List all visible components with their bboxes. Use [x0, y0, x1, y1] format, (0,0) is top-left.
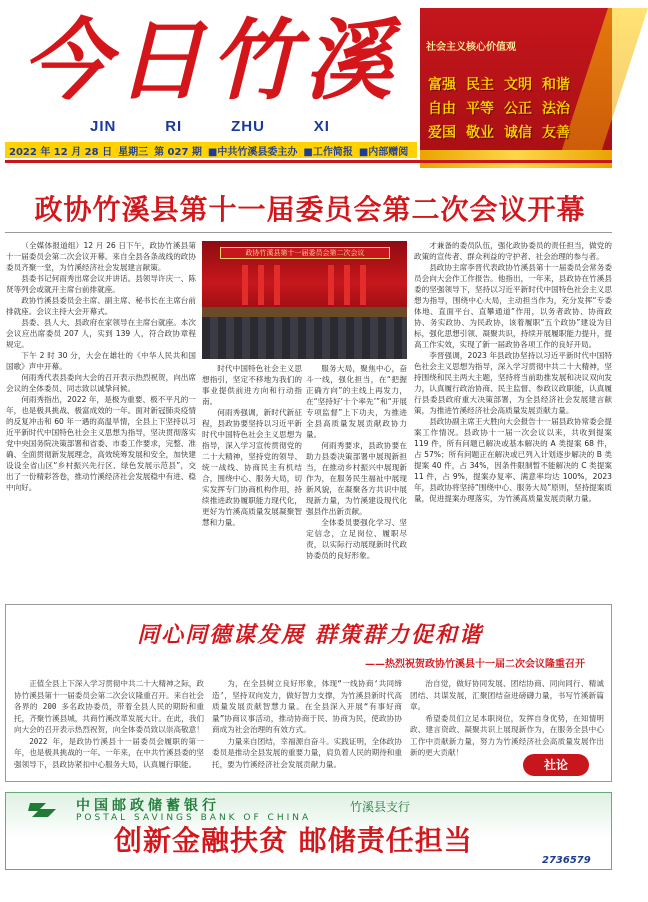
article-paragraph: 服务大局，聚焦中心，奋斗一线，强化担当，在“把握正确方向”的主线上再发力，在“坚持好‘十个率先’”和“开展专项监督”上下功夫，为推进全县高质量发展贡献政协力量。 — [306, 364, 407, 439]
pinyin-syllable: JIN — [90, 118, 117, 135]
article-paragraph: 何雨秀强调，新时代新征程，县政协要坚持以习近平新时代中国特色社会主义思想为指导，深入学习宣传贯彻党的二十大精神，坚持党的领导、统一战线、协商民主有机结合，围绕中心、服务大局，切实发挥专门协商机构作用，持续推进政协履职能力现代化，更好为竹溪高质量发展凝聚智慧和力量。 — [202, 408, 302, 527]
pinyin-syllable: RI — [165, 118, 183, 135]
editorial-paragraph: 2022 年，是政协竹溪县十一届委员会履职的第一年，也是极具挑战的一年。一年来，在中共竹溪县委的坚强领导下，县政协紧扣中心服务大局，认真履行职能。 — [14, 736, 204, 769]
article-paragraph: 县委、县人大、县政府在家领导在主席台就座。本次会议应出席委员 207 人，实到 139 人，符合政协章程规定。 — [6, 318, 196, 349]
issue-info-bar — [5, 142, 417, 158]
editorial-paragraph: 力量来自团结，幸福源自奋斗。实践证明，全体政协委员是推动全县发展的重要力量，肩负着人民的期待和重托，要为竹溪经济社会发展贡献力量。 — [212, 736, 402, 769]
issue-weekday: 星期三 — [118, 146, 149, 158]
core-value-word: 友善 — [542, 125, 570, 141]
stage-flag — [258, 265, 264, 305]
issue-date: 2022 年 12 月 28 日 — [9, 146, 113, 158]
core-value-word: 和谐 — [542, 77, 570, 93]
masthead — [0, 0, 620, 170]
core-value-word: 平等 — [466, 101, 494, 117]
pinyin-syllable: ZHU — [231, 118, 265, 135]
article-column-1 — [6, 240, 196, 598]
editorial-column-1 — [14, 678, 204, 778]
editorial-paragraph: 正值全县上下深入学习贯彻中共二十大精神之际，政协竹溪县第十一届委员会第二次会议隆重召开。来自社会各界的 200 多名政协委员，带着全县人民的期盼和重托，齐聚竹溪县城，共商竹溪改革发展大计。在此，我们向大会的召开表示热烈祝贺，向全体委员致以崇高敬意！ — [14, 679, 204, 734]
article-paragraph: 何雨秀要求，县政协要在助力县委决策部署中展现新担当，在推动乡村振兴中展现新作为，在服务民生福祉中展现新风貌，在凝聚各方共识中展现新力量，为竹溪建设现代化强县作出新贡献。 — [306, 441, 407, 516]
article-paragraph: 全体委员要强化学习、坚定信念，立足岗位、履职尽责，以实际行动展现新时代政协委员的良好形象。 — [306, 518, 407, 560]
core-value-word: 民主 — [466, 77, 494, 93]
core-values-title: 社会主义核心价值观 — [426, 42, 516, 53]
masthead-divider — [5, 160, 612, 163]
core-value-word: 法治 — [542, 101, 570, 117]
masthead-pinyin — [90, 118, 330, 136]
article-paragraph: 县政协主席李晋代表政协竹溪县第十一届委员会常务委员会向大会作工作报告。他指出，一年来，县政协在竹溪县委的坚强领导下，坚持以习近平新时代中国特色社会主义思想为指导，围绕中心大局，主动担当作为，充分发挥“专委体地、直面平台、直攀通道”作用，以务者政协、协商政协、务实政协、为民政协，该着履职“五个政协”建设为目标，强化思想引领、凝聚共识，持续开展履职能力提升，提高工作实效，实现了新一届政协各项工作的良好开局。 — [414, 263, 612, 349]
rostrum-table — [202, 307, 407, 317]
audience-seats — [202, 317, 407, 359]
pinyin-syllable: XI — [313, 118, 330, 135]
editorial-paragraph: 希望委员们立足本职岗位，发挥自身优势，在知情明政、建言资政、凝聚共识上展现新作为，在服务全县中心工作中贡献新力量，努力为竹溪经济社会高质量发展作出新的更大贡献！ — [410, 713, 604, 757]
editorial-paragraph: 为，在全县树立良好形象，体现“一线协商‘共同缔造’，坚持双向发力，做好智力支撑，为竹溪县新时代高质量发展贡献智慧力量。在全县深入开展“有事好商量”协商议事活动，推动协商于民、协商为民，使政协协商成为社会治理的有效方式。 — [212, 679, 402, 734]
stage-flag — [344, 265, 350, 305]
article-paragraph: 才兼备的委员队伍，强化政协委员的责任担当，做党的政策的宣传者、群众利益的守护者、社会治理的参与者。 — [414, 241, 612, 261]
bank-name: 中国邮政储蓄银行 — [76, 798, 220, 814]
core-value-word: 爱国 — [428, 125, 456, 141]
stage-flag — [242, 265, 248, 305]
editorial-column-3 — [410, 678, 604, 757]
article-column-4 — [414, 240, 612, 598]
article-column-2 — [202, 363, 302, 598]
bank-english-name: POSTAL SAVINGS BANK OF CHINA — [76, 813, 312, 823]
headline-divider — [5, 232, 612, 233]
article-paragraph: 政协竹溪县委员会主席、副主席、秘书长在主席台前排就座。会议主持大会开幕式。 — [6, 296, 196, 316]
masthead-title: 今日竹溪 — [21, 8, 398, 112]
issue-number: 第 027 期 — [154, 146, 202, 158]
article-paragraph: 县委书记何雨秀出席会议并讲话。县领导许庆一、陈贤等列会或就开主席台前排就座。 — [6, 274, 196, 294]
main-headline: 政协竹溪县第十一届委员会第二次会议开幕 — [34, 193, 586, 226]
ad-slogan: 创新金融扶贫 邮储责任担当 — [114, 824, 473, 857]
conference-photo — [202, 241, 407, 359]
article-paragraph: 县政协副主席王大胜向大会报告十一届县政协常委会提案工作情况。县政协十一届一次会议以来，共收到提案 119 件，所有问题已解决或基本解决的 A 类提案 68 件，占 57%；所有问题正在解决或已列入计划逐步解决的 B 类提案 40 件，占 34%，因条件限制暂不能解决的 C 类提案 11 件，占 9%，提案办复率、满意率均达 100%，2023 年，县政协将坚持“围绕中心、服务大局”原则，坚持提案质量，促进提案办理落实，为竹溪高质量发展贡献力量。 — [414, 417, 612, 503]
bank-advertisement — [5, 792, 612, 870]
article-paragraph: 李晋强调，2023 年县政协坚持以习近平新时代中国特色社会主义思想为指导，深入学习贯彻中共二十大精神，坚持围绕和民主两大主题，坚持将当前助推发展和决议双向发力，认真履行政治协商、民主监督、参政议政职能，认真履行县委县政府重大决策部署，为全县经济社会发展建言献策，为推进竹溪经济社会高质量发展贡献力量。 — [414, 351, 612, 415]
gold-base-decoration — [420, 150, 612, 168]
issue-distribution: ■内部赠阅 — [358, 146, 409, 158]
stage-flag — [328, 265, 334, 305]
core-value-word: 文明 — [504, 77, 532, 93]
editorial-column-2 — [212, 678, 402, 778]
core-values-panel — [420, 8, 612, 168]
editorial-subtitle: ——热烈祝贺政协竹溪县十一届二次会议隆重召开 — [365, 659, 585, 670]
core-value-word: 富强 — [428, 77, 456, 93]
article-paragraph: 时代中国特色社会主义思想指引，坚定不移地为我们的事业提供前进方向和行动指南。 — [202, 364, 302, 406]
article-paragraph: （全媒体报道组）12 月 26 日下午，政协竹溪县第十一届委员会第二次会议开幕。来自全县各条战线的政协委员齐聚一堂，为竹溪经济社会发展建言献策。 — [6, 241, 196, 272]
core-value-word: 公正 — [504, 101, 532, 117]
stage-flag — [360, 265, 366, 305]
core-value-word: 敬业 — [466, 125, 494, 141]
editorial-title: 同心同德谋发展 群策群力促和谐 — [137, 622, 483, 648]
article-paragraph: 下午 2 时 30 分，大会在雄壮的《中华人民共和国国歌》声中开幕。 — [6, 351, 196, 371]
core-value-word: 自由 — [428, 101, 456, 117]
stage-flag — [274, 265, 280, 305]
bank-branch: 竹溪县支行 — [350, 800, 411, 814]
article-paragraph: 何雨秀代表县委向大会的召开表示热烈祝贺，向出席会议的全体委员、同志致以诚挚问候。 — [6, 373, 196, 393]
article-column-3 — [306, 363, 407, 598]
postal-bank-logo-icon — [28, 799, 58, 821]
stage-banner: 政协竹溪县第十一届委员会第二次会议 — [220, 247, 390, 259]
editorial-badge: 社论 — [523, 754, 589, 776]
editorial-paragraph: 治自觉，做好协同发展、团结协商、同向同行、精诚团结、共谋发展，汇聚团结奋进磅礴力量，书写竹溪新篇章。 — [410, 679, 604, 711]
issue-category: ■工作简报 — [303, 146, 353, 158]
article-paragraph: 何雨秀指出，2022 年，是极为重要、极不平凡的一年，也是极具挑战、极富成效的一年。面对新冠肺炎疫情的反复冲击和 60 年一遇的高温旱情，全县上下坚持以习近平新时代中国特色社会主义思想为指导，坚决贯彻落实党中央国务院决策部署和省委、市委工作要求，完整、准确、全面贯彻新发展理念，高效统筹发展和安全，加快建设设全省山区“乡村振兴先行区、绿色发展示范县”，交出了一份精彩答卷，推动竹溪经济社会发展稳中有进、稳中向好。 — [6, 395, 196, 492]
ad-phone: 2736579 — [542, 855, 591, 866]
core-value-word: 诚信 — [504, 125, 532, 141]
issue-publisher: ■中共竹溪县委主办 — [207, 146, 298, 158]
